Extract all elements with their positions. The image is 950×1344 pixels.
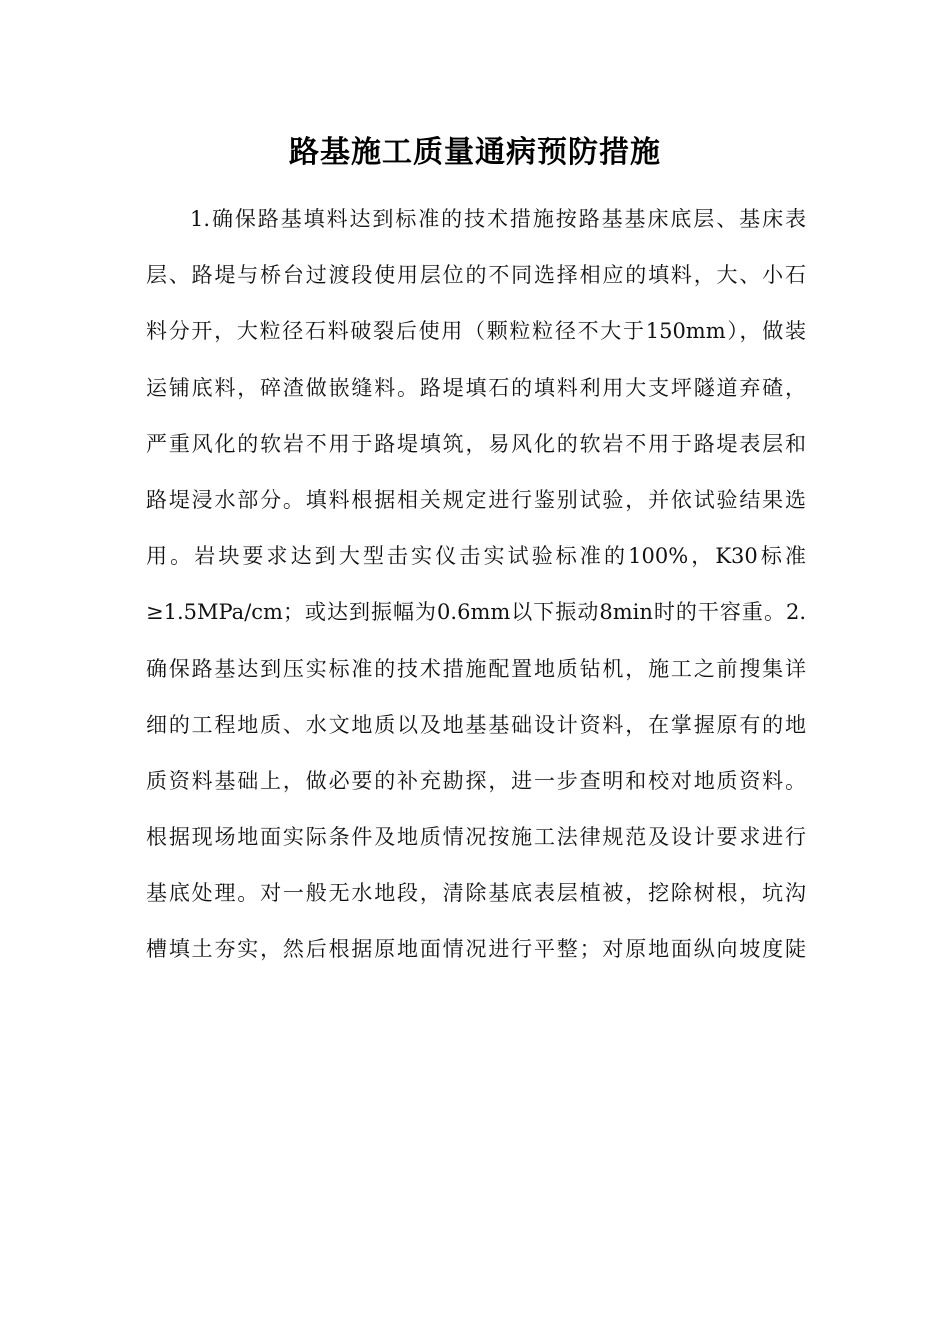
body-line: ≥1.5MPa/cm；或达到振幅为0.6mm以下振动8min时的干容重。2. [146,600,806,625]
body-line: 1.确保路基填料达到标准的技术措施按路基基床底层、基床表 [190,207,806,231]
document-body [146,196,806,983]
body-line: 细的工程地质、水文地质以及地基基础设计资料，在掌握原有的地 [146,712,806,737]
body-line: 层、路堤与桥台过渡段使用层位的不同选择相应的填料，大、小石 [146,263,806,288]
body-line: 严重风化的软岩不用于路堤填筑，易风化的软岩不用于路堤表层和 [146,431,806,456]
body-line: 料分开，大粒径石料破裂后使用（颗粒粒径不大于150mm），做装 [146,319,806,344]
body-line: 用。岩块要求达到大型击实仪击实试验标准的100%，K30标准 [146,544,806,569]
body-line: 质资料基础上，做必要的补充勘探，进一步查明和校对地质资料。 [146,768,806,793]
body-line: 路堤浸水部分。填料根据相关规定进行鉴别试验，并依试验结果选 [146,487,806,512]
document-title: 路基施工质量通病预防措施 [289,135,661,170]
body-line: 基底处理。对一般无水地段，清除基底表层植被，挖除树根，坑沟 [146,881,806,906]
body-line: 确保路基达到压实标准的技术措施配置地质钻机，施工之前搜集详 [146,656,806,681]
body-line: 槽填土夯实，然后根据原地面情况进行平整；对原地面纵向坡度陡 [146,937,806,962]
body-line: 运铺底料，碎渣做嵌缝料。路堤填石的填料利用大支坪隧道弃碴， [146,375,806,400]
body-line: 根据现场地面实际条件及地质情况按施工法律规范及设计要求进行 [146,825,806,850]
